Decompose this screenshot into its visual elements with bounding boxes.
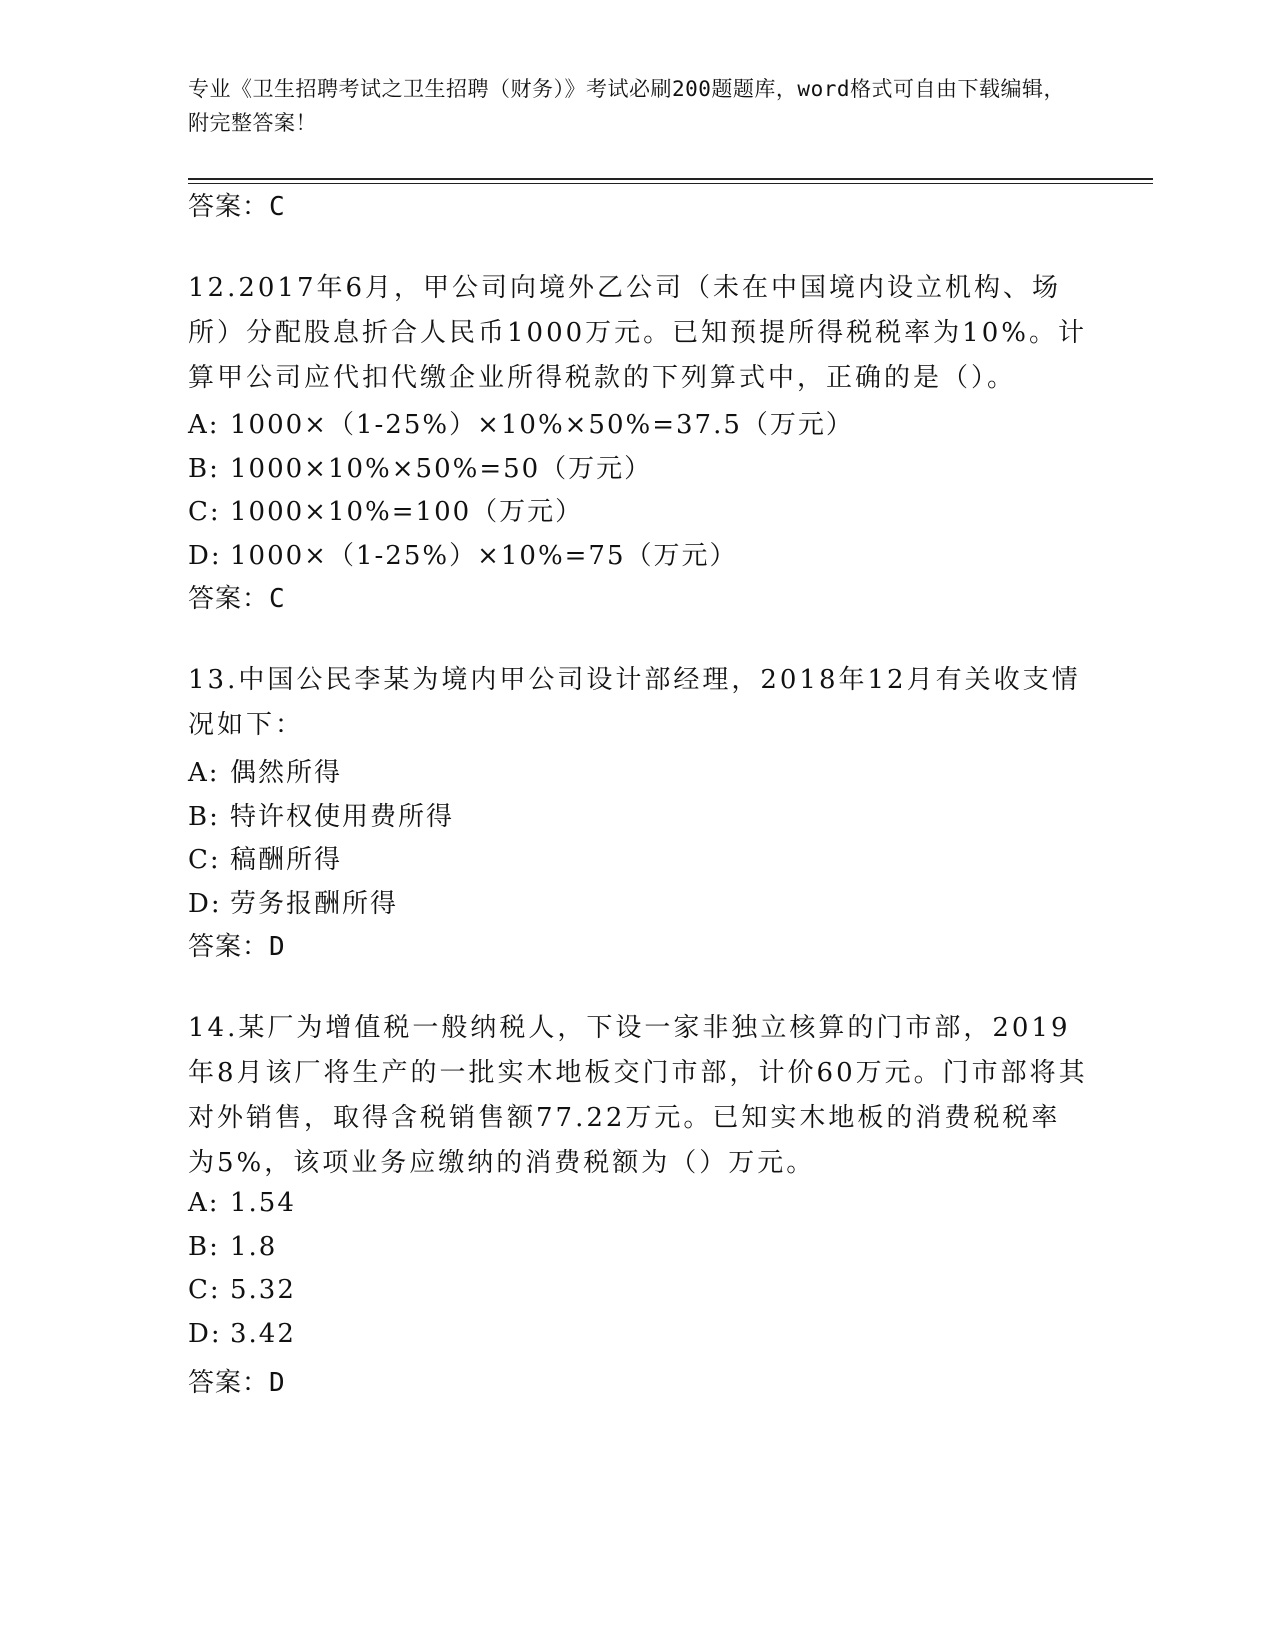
option-letter: C: bbox=[188, 1275, 221, 1305]
option-text: 特许权使用费所得 bbox=[230, 802, 455, 832]
answer-line: 答案：C bbox=[188, 192, 286, 222]
question-13-option-d bbox=[188, 883, 398, 920]
question-14-option-d bbox=[188, 1319, 296, 1349]
question-14-answer: 答案：D bbox=[188, 1368, 286, 1398]
question-12-option-b bbox=[188, 448, 652, 485]
question-13-option-a bbox=[188, 752, 342, 789]
option-letter: D: bbox=[188, 889, 222, 919]
question-14-stem: 14.某厂为增值税一般纳税人，下设一家非独立核算的门市部，2019年8月该厂将生产的一批实木地板交门市部，计价60万元。门市部将其对外销售，取得含税销售额77.22万元。已知实木地板的消费税税率为5%，该项业务应缴纳的消费税额为（）万元。 bbox=[188, 1013, 1088, 1178]
question-12-stem: 12.2017年6月，甲公司向境外乙公司（未在中国境内设立机构、场所）分配股息折合人民币1000万元。已知预提所得税税率为10%。计算甲公司应代扣代缴企业所得税款的下列算式中，正确的是（）。 bbox=[188, 273, 1087, 393]
option-text: 偶然所得 bbox=[230, 758, 343, 788]
option-letter: C: bbox=[188, 497, 221, 527]
header-divider bbox=[188, 178, 1153, 180]
question-13-option-c bbox=[188, 839, 342, 876]
question-13-option-b bbox=[188, 796, 454, 833]
header-divider-thin bbox=[188, 183, 1153, 184]
question-13-stem: 13.中国公民李某为境内甲公司设计部经理，2018年12月有关收支情况如下： bbox=[188, 665, 1081, 740]
option-letter: A: bbox=[188, 758, 220, 788]
option-text: 3.42 bbox=[230, 1319, 296, 1349]
option-letter: B: bbox=[188, 802, 220, 832]
question-13-answer: 答案：D bbox=[188, 932, 286, 962]
option-text: 1000×10%×50%=50（万元） bbox=[230, 454, 653, 484]
option-letter: D: bbox=[188, 541, 222, 571]
option-letter: D: bbox=[188, 1319, 222, 1349]
question-12-option-d bbox=[188, 535, 738, 572]
question-14-option-c bbox=[188, 1275, 296, 1305]
option-letter: A: bbox=[188, 410, 220, 440]
option-letter: B: bbox=[188, 1232, 220, 1262]
option-letter: B: bbox=[188, 454, 220, 484]
option-text: 1000×（1-25%）×10%×50%=37.5（万元） bbox=[230, 410, 854, 440]
option-text: 1.8 bbox=[230, 1232, 278, 1262]
question-12-answer: 答案：C bbox=[188, 584, 286, 614]
option-text: 1.54 bbox=[230, 1188, 296, 1218]
option-text: 稿酬所得 bbox=[230, 845, 343, 875]
question-12-option-c bbox=[188, 491, 583, 528]
option-text: 劳务报酬所得 bbox=[230, 889, 399, 919]
document-header: 专业《卫生招聘考试之卫生招聘（财务）》考试必刷200题题库，word格式可自由下载编辑，附完整答案！ bbox=[188, 77, 1065, 135]
option-text: 5.32 bbox=[230, 1275, 296, 1305]
question-14-option-b bbox=[188, 1232, 277, 1262]
option-letter: A: bbox=[188, 1188, 220, 1218]
question-12-option-a bbox=[188, 404, 854, 441]
option-letter: C: bbox=[188, 845, 221, 875]
option-text: 1000×10%=100（万元） bbox=[230, 497, 584, 527]
question-14-option-a bbox=[188, 1188, 296, 1218]
option-text: 1000×（1-25%）×10%=75（万元） bbox=[230, 541, 738, 571]
